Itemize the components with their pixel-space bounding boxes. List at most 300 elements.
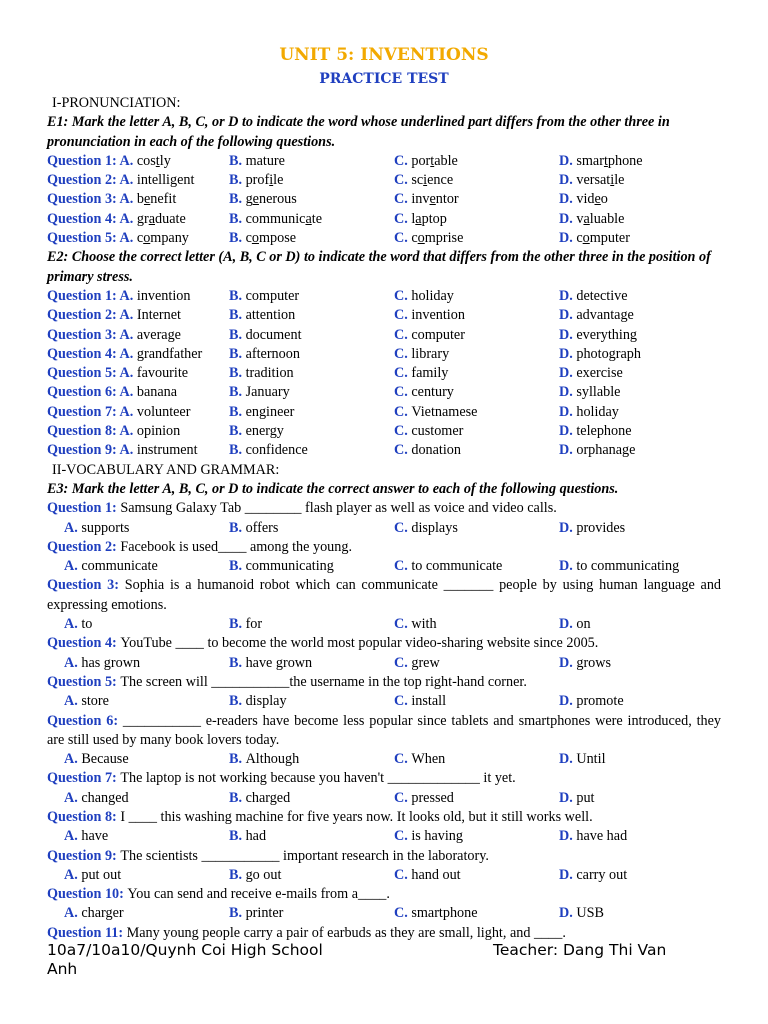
footer-teacher-wrap: Anh — [47, 960, 78, 978]
option-word: attention — [245, 307, 296, 324]
option-word: charger — [81, 905, 124, 922]
option-d — [559, 827, 627, 846]
option-letter: B. — [229, 654, 246, 671]
option-c — [394, 152, 559, 171]
option-letter: D. — [559, 326, 577, 343]
word-part: nerous — [258, 191, 297, 208]
e3-options-row — [47, 615, 721, 634]
option-letter: C. — [394, 152, 412, 169]
option-word: store — [81, 693, 109, 710]
option-letter: A. — [119, 307, 137, 324]
word-part: intelli — [136, 172, 170, 189]
option-d — [559, 210, 624, 229]
option-letter: D. — [559, 654, 577, 671]
option-word: USB — [576, 905, 604, 922]
e3-question — [47, 673, 721, 692]
option-letter: A. — [119, 230, 137, 247]
underlined-part: t — [603, 152, 608, 169]
option-word — [576, 230, 630, 246]
e3-options-row — [47, 750, 721, 769]
e2-question-row — [47, 441, 721, 460]
question-label: Question 1: — [47, 152, 120, 169]
option-letter: A. — [119, 191, 137, 208]
question-label: Question 8: — [47, 423, 120, 440]
underlined-part: o — [143, 230, 151, 247]
underlined-part: e — [143, 191, 151, 208]
word-part: gr — [136, 210, 149, 227]
e1-question-row — [47, 190, 721, 209]
option-letter: B. — [229, 307, 246, 324]
option-letter: D. — [559, 442, 577, 459]
option-word: exercise — [576, 365, 623, 382]
option-word: offers — [245, 519, 279, 536]
option-a — [64, 866, 229, 885]
option-word: detective — [576, 287, 628, 304]
option-d — [559, 422, 632, 441]
option-a — [64, 519, 229, 538]
option-b — [229, 692, 394, 711]
option-word: provides — [576, 519, 626, 536]
option-letter: D. — [559, 152, 577, 169]
section-vocabulary-heading: II-VOCABULARY AND GRAMMAR: — [52, 461, 280, 478]
option-b — [229, 229, 394, 248]
e2-instruction: E2: Choose the correct letter (A, B, C or D) to indicate the word that differs from the other three in the position of primary stress. — [47, 249, 711, 285]
option-word: smartphone — [411, 905, 478, 922]
underlined-part: e — [252, 191, 259, 208]
option-word: invention — [411, 307, 465, 324]
option-word — [576, 153, 642, 169]
option-d — [559, 152, 643, 171]
option-b — [229, 866, 394, 885]
option-letter: B. — [229, 866, 246, 883]
footer-teacher: Teacher: Dang Thi Van — [493, 941, 667, 959]
option-b — [229, 789, 394, 808]
e3-question — [47, 847, 721, 866]
option-letter: B. — [229, 191, 246, 208]
option-letter: A. — [119, 287, 137, 304]
option-d — [559, 190, 608, 209]
option-word — [137, 230, 189, 246]
option-d — [559, 654, 611, 673]
option-word — [246, 211, 322, 227]
underlined-part: o — [417, 230, 425, 247]
option-word: telephone — [576, 423, 632, 440]
option-a — [47, 364, 229, 383]
option-word: is having — [411, 828, 463, 845]
option-word: communicating — [245, 558, 334, 575]
option-letter: B. — [229, 519, 246, 536]
option-letter: B. — [229, 789, 246, 806]
option-letter: A. — [64, 751, 82, 768]
option-word: engineer — [245, 403, 295, 420]
word-part: ptop — [421, 210, 447, 227]
question-text: I ____ this washing machine for five years now. It looks old, but it still works well. — [120, 808, 593, 825]
option-letter: C. — [394, 616, 412, 633]
option-a — [47, 345, 229, 364]
option-a — [47, 287, 229, 306]
option-b — [229, 345, 394, 364]
option-c — [394, 306, 559, 325]
option-d — [559, 171, 624, 190]
word-part: duate — [155, 210, 186, 227]
option-word — [137, 191, 176, 207]
question-label: Question 7: — [47, 403, 120, 420]
question-label: Question 3: — [47, 326, 120, 343]
option-letter: B. — [229, 152, 246, 169]
option-word: grew — [411, 654, 440, 671]
option-word: had — [245, 828, 267, 845]
option-c — [394, 383, 559, 402]
option-letter: C. — [394, 519, 412, 536]
option-word: promote — [576, 693, 624, 710]
option-letter: D. — [559, 287, 577, 304]
option-word: opinion — [136, 423, 181, 440]
option-a — [47, 383, 229, 402]
option-letter: B. — [229, 693, 246, 710]
e3-instruction: E3: Mark the letter A, B, C, or D to indicate the correct answer to each of the following questions. — [47, 480, 619, 497]
question-text: ___________ e-readers have become less popular since tablets and smartphones were introduced, they are still used by many book lovers today. — [47, 712, 721, 748]
e1-question-list — [47, 152, 721, 248]
word-part: versat — [576, 172, 611, 189]
question-text: Sophia is a humanoid robot which can communicate _______ people by using human language and expressing emotions. — [47, 577, 722, 613]
word-part: b — [136, 191, 144, 208]
e2-question-row — [47, 422, 721, 441]
option-d — [559, 287, 628, 306]
option-a — [64, 904, 229, 923]
option-letter: D. — [559, 345, 577, 362]
option-word: put — [576, 789, 595, 806]
e3-options-row — [47, 692, 721, 711]
option-letter: D. — [559, 866, 577, 883]
option-a — [47, 441, 229, 460]
option-a — [47, 422, 229, 441]
option-letter: A. — [119, 152, 137, 169]
option-letter: C. — [394, 828, 412, 845]
option-letter: C. — [394, 558, 412, 575]
e3-options-row — [47, 654, 721, 673]
option-word: carry out — [576, 866, 628, 883]
question-text: The laptop is not working because you haven't _____________ it yet. — [120, 770, 516, 787]
option-a — [47, 403, 229, 422]
option-b — [229, 422, 394, 441]
option-c — [394, 789, 559, 808]
option-d — [559, 789, 594, 808]
option-a — [47, 326, 229, 345]
option-b — [229, 557, 394, 576]
option-word: When — [411, 751, 446, 768]
option-letter: C. — [394, 654, 412, 671]
option-letter: B. — [229, 905, 246, 922]
question-text: You can send and receive e-mails from a____. — [127, 886, 390, 903]
option-word — [576, 211, 624, 227]
option-b — [229, 827, 394, 846]
option-b — [229, 615, 394, 634]
option-c — [394, 229, 559, 248]
word-part: phone — [607, 152, 643, 169]
option-a — [64, 557, 229, 576]
question-label: Question 4: — [47, 635, 121, 652]
option-letter: D. — [559, 789, 577, 806]
option-letter: D. — [559, 616, 577, 633]
option-letter: C. — [394, 403, 412, 420]
option-c — [394, 827, 559, 846]
option-word: has grown — [81, 654, 141, 671]
option-word: install — [411, 693, 447, 710]
option-word — [137, 211, 186, 227]
option-letter: C. — [394, 287, 412, 304]
word-part: c — [136, 230, 144, 247]
option-b — [229, 326, 394, 345]
option-word: holiday — [576, 403, 619, 420]
option-c — [394, 615, 559, 634]
option-letter: B. — [229, 558, 246, 575]
option-b — [229, 190, 394, 209]
option-letter: A. — [119, 384, 137, 401]
question-label: Question 11: — [47, 924, 127, 941]
question-label: Question 6: — [47, 712, 123, 729]
option-b — [229, 904, 394, 923]
option-letter: B. — [229, 287, 246, 304]
underlined-part: o — [582, 230, 590, 247]
question-text: Samsung Galaxy Tab ________ flash player as well as voice and video calls. — [120, 500, 557, 517]
option-letter: A. — [64, 905, 82, 922]
page-footer — [47, 941, 721, 979]
e3-question — [47, 885, 721, 904]
underlined-part: i — [269, 172, 274, 189]
option-letter: A. — [119, 172, 137, 189]
option-letter: B. — [229, 230, 246, 247]
question-text: YouTube ____ to become the world most popular video-sharing website since 2005. — [120, 635, 599, 652]
option-word: photograph — [576, 345, 641, 362]
option-b — [229, 287, 394, 306]
option-a — [47, 210, 229, 229]
option-b — [229, 171, 394, 190]
option-word: tradition — [245, 365, 294, 382]
option-b — [229, 519, 394, 538]
option-word: grows — [576, 654, 612, 671]
word-part: mprise — [424, 230, 464, 247]
option-word: displays — [411, 519, 458, 536]
option-letter: D. — [559, 403, 577, 420]
question-label: Question 5: — [47, 673, 121, 690]
option-word: confidence — [245, 442, 308, 459]
option-a — [64, 615, 229, 634]
option-c — [394, 287, 559, 306]
option-word — [411, 172, 453, 188]
option-letter: A. — [119, 326, 137, 343]
option-letter: B. — [229, 365, 246, 382]
worksheet-content — [47, 94, 721, 943]
option-word: pressed — [411, 789, 454, 806]
option-word: banana — [136, 384, 178, 401]
e1-question-row — [47, 229, 721, 248]
e3-options-row — [47, 827, 721, 846]
option-c — [394, 654, 559, 673]
option-c — [394, 422, 559, 441]
option-letter: B. — [229, 326, 246, 343]
word-part: inv — [411, 191, 430, 208]
option-word — [411, 153, 458, 169]
word-part: le — [273, 172, 284, 189]
option-letter: A. — [119, 423, 137, 440]
word-part: o — [600, 191, 608, 208]
option-a — [47, 306, 229, 325]
option-word: go out — [245, 866, 282, 883]
e3-question — [47, 712, 721, 751]
option-word: average — [136, 326, 181, 343]
word-part: communic — [245, 210, 306, 227]
word-part: c — [576, 230, 583, 247]
word-part: luable — [589, 210, 625, 227]
option-word: document — [245, 326, 302, 343]
option-letter: A. — [64, 789, 82, 806]
option-letter: D. — [559, 693, 577, 710]
option-letter: A. — [64, 654, 82, 671]
option-letter: A. — [119, 442, 137, 459]
option-letter: A. — [119, 345, 137, 362]
underlined-part: t — [430, 152, 435, 169]
option-word: have grown — [245, 654, 313, 671]
option-letter: C. — [394, 230, 412, 247]
e3-question — [47, 538, 721, 557]
option-letter: C. — [394, 326, 412, 343]
option-c — [394, 750, 559, 769]
option-letter: A. — [119, 365, 137, 382]
option-letter: B. — [229, 828, 246, 845]
option-word — [576, 191, 608, 207]
word-part: por — [411, 152, 431, 169]
option-a — [64, 789, 229, 808]
option-d — [559, 692, 624, 711]
option-letter: B. — [229, 403, 246, 420]
e2-question-row — [47, 326, 721, 345]
option-d — [559, 615, 591, 634]
option-word — [137, 153, 171, 169]
underlined-part: a — [305, 210, 312, 227]
e3-question — [47, 808, 721, 827]
option-word: charged — [245, 789, 291, 806]
question-text: Facebook is used____ among the young. — [120, 538, 353, 555]
option-c — [394, 326, 559, 345]
underlined-part: e — [594, 191, 601, 208]
option-word — [246, 172, 284, 188]
option-letter: C. — [394, 307, 412, 324]
option-c — [394, 171, 559, 190]
question-label: Question 9: — [47, 847, 121, 864]
option-b — [229, 441, 394, 460]
option-word: Vietnamese — [411, 403, 478, 420]
option-word: January — [245, 384, 290, 401]
option-word: computer — [245, 287, 300, 304]
question-label: Question 8: — [47, 808, 121, 825]
option-c — [394, 692, 559, 711]
word-part: ence — [427, 172, 454, 189]
option-b — [229, 750, 394, 769]
option-word: library — [411, 345, 450, 362]
option-b — [229, 306, 394, 325]
option-word — [246, 191, 297, 207]
option-word: Although — [245, 751, 300, 768]
option-word — [411, 191, 458, 207]
underlined-part: a — [148, 210, 156, 227]
word-part: ntor — [435, 191, 459, 208]
option-d — [559, 364, 623, 383]
e2-question-list — [47, 287, 721, 461]
option-word: have had — [576, 828, 628, 845]
option-d — [559, 750, 606, 769]
word-part: sc — [411, 172, 424, 189]
e3-question — [47, 634, 721, 653]
option-word: Because — [81, 751, 129, 768]
option-letter: D. — [559, 230, 577, 247]
e3-options-row — [47, 557, 721, 576]
word-part: cos — [136, 152, 156, 169]
e1-question-row — [47, 210, 721, 229]
question-label: Question 4: — [47, 210, 120, 227]
option-letter: D. — [559, 423, 577, 440]
option-letter: D. — [559, 191, 577, 208]
option-d — [559, 383, 620, 402]
e2-question-row — [47, 383, 721, 402]
option-b — [229, 210, 394, 229]
option-letter: D. — [559, 905, 577, 922]
option-word: to communicating — [576, 558, 680, 575]
option-b — [229, 403, 394, 422]
section-pronunciation-heading: I-PRONUNCIATION: — [52, 95, 181, 111]
option-letter: B. — [229, 616, 246, 633]
option-word: customer — [411, 423, 464, 440]
word-part: prof — [245, 172, 270, 189]
option-word — [411, 230, 463, 246]
e3-question — [47, 499, 721, 518]
option-c — [394, 441, 559, 460]
option-letter: B. — [229, 442, 246, 459]
question-label: Question 4: — [47, 345, 120, 362]
word-part: mpose — [258, 230, 297, 247]
option-letter: D. — [559, 751, 577, 768]
word-part: mpany — [150, 230, 189, 247]
question-label: Question 1: — [47, 287, 120, 304]
underlined-part: a — [583, 210, 590, 227]
option-letter: C. — [394, 789, 412, 806]
option-b — [229, 654, 394, 673]
option-word: orphanage — [576, 442, 636, 459]
e2-question-row — [47, 403, 721, 422]
option-letter: B. — [229, 210, 246, 227]
option-letter: B. — [229, 423, 246, 440]
option-word: volunteer — [136, 403, 191, 420]
option-letter: C. — [394, 693, 412, 710]
e2-question-row — [47, 345, 721, 364]
word-part: le — [614, 172, 625, 189]
option-word: energy — [245, 423, 284, 440]
word-part: c — [411, 230, 418, 247]
underlined-part: o — [251, 230, 259, 247]
e2-question-row — [47, 364, 721, 383]
option-letter: D. — [559, 558, 577, 575]
question-label: Question 10: — [47, 886, 128, 903]
option-c — [394, 364, 559, 383]
option-c — [394, 904, 559, 923]
option-letter: D. — [559, 365, 577, 382]
question-label: Question 2: — [47, 538, 121, 555]
option-letter: D. — [559, 210, 577, 227]
option-word: century — [411, 384, 454, 401]
question-label: Question 2: — [47, 172, 120, 189]
option-word: donation — [411, 442, 461, 459]
option-word: communicate — [81, 558, 158, 575]
option-word: on — [576, 616, 591, 633]
